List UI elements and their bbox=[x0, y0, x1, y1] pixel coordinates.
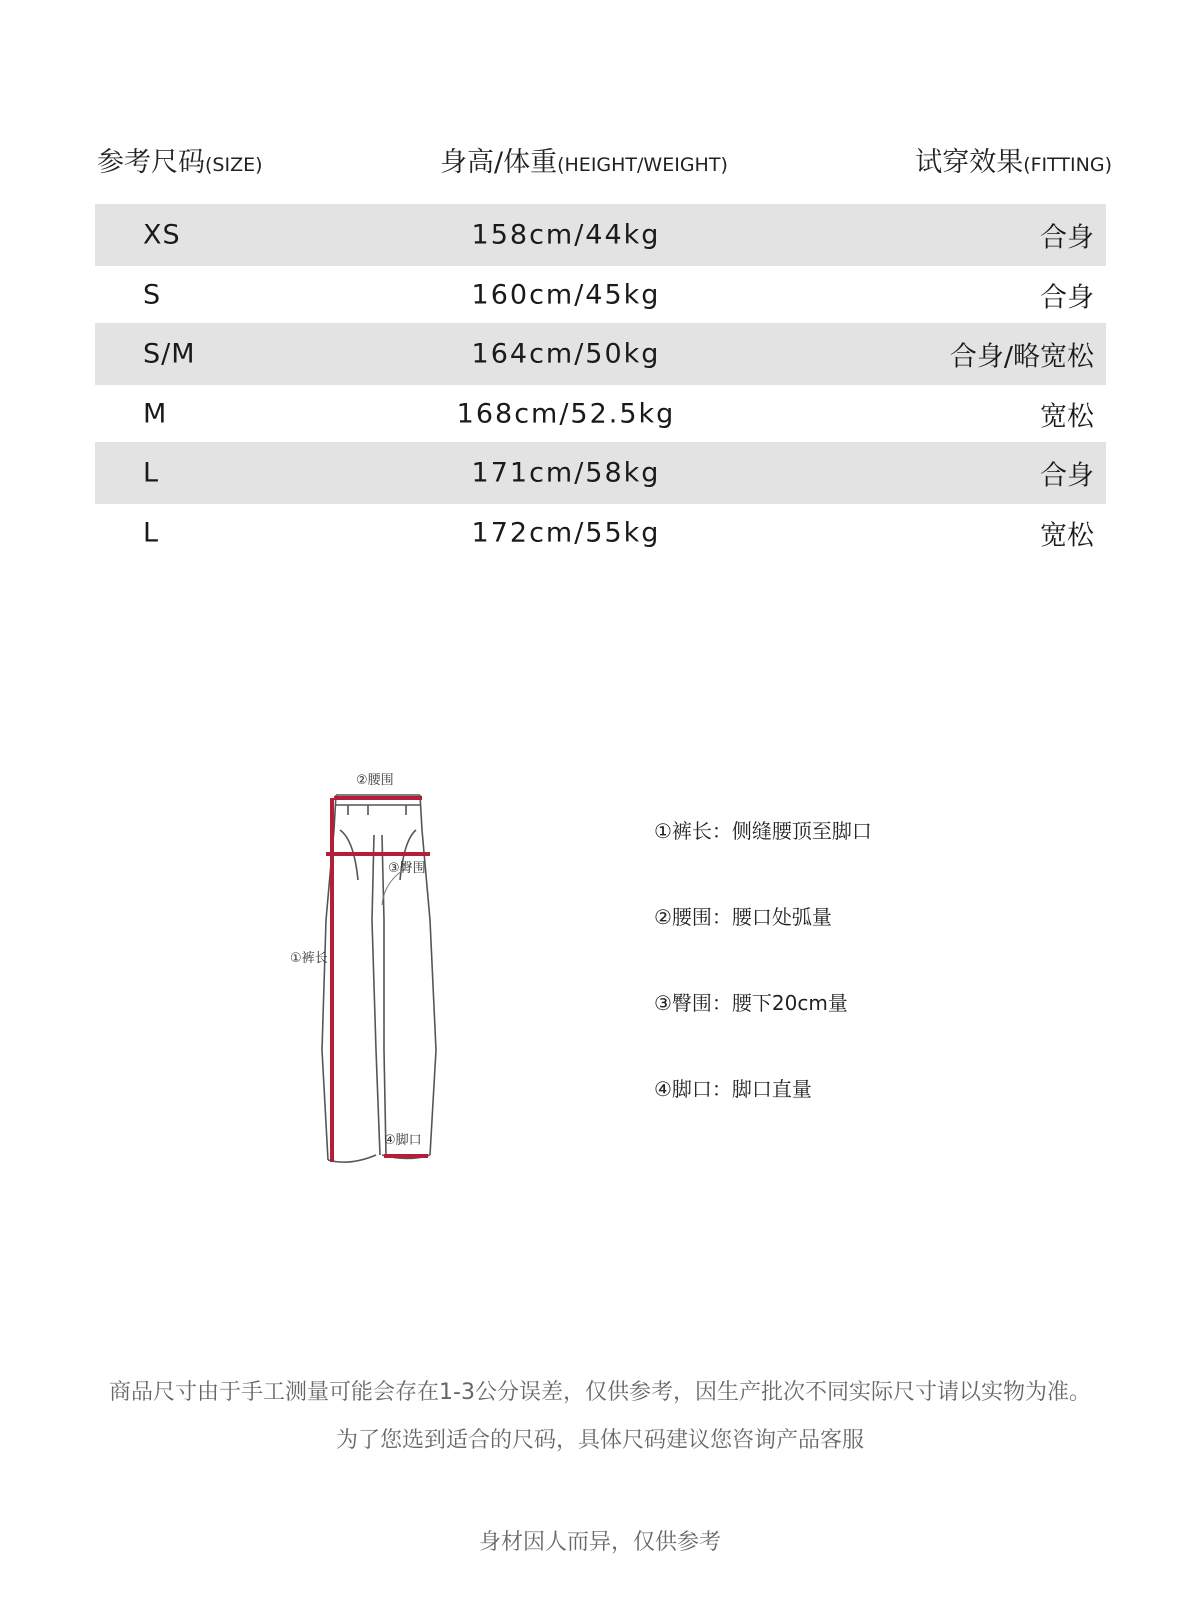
cell-size: S/M bbox=[143, 338, 196, 370]
cell-height-weight: 172cm/55kg bbox=[471, 517, 661, 548]
cell-fitting: 宽松 bbox=[1040, 401, 1094, 432]
cell-size: M bbox=[143, 398, 168, 429]
table-row bbox=[95, 323, 1106, 385]
cell-height-weight: 164cm/50kg bbox=[471, 338, 661, 370]
cell-fitting: 合身/略宽松 bbox=[949, 341, 1094, 373]
table-header bbox=[0, 140, 1200, 180]
table-row bbox=[95, 442, 1106, 504]
pants-outline bbox=[322, 795, 436, 1162]
hem-label: ④脚口 bbox=[384, 1133, 422, 1148]
size-table bbox=[95, 204, 1106, 561]
cell-size: XS bbox=[143, 219, 181, 251]
cell-fitting: 合身 bbox=[1040, 460, 1094, 492]
cell-fitting: 宽松 bbox=[1040, 520, 1094, 551]
legend-item: ①裤长：侧缝腰顶至脚口 bbox=[654, 819, 872, 843]
cell-size: L bbox=[143, 517, 160, 548]
table-row bbox=[95, 266, 1106, 323]
waist-label: ②腰围 bbox=[356, 773, 394, 788]
cell-size: S bbox=[143, 279, 162, 310]
cell-fitting: 合身 bbox=[1040, 282, 1094, 313]
hip-label: ③臀围 bbox=[388, 861, 426, 876]
legend-item: ④脚口：脚口直量 bbox=[654, 1077, 812, 1101]
note-line-1: 商品尺寸由于手工测量可能会存在1-3公分误差，仅供参考，因生产批次不同实际尺寸请以实物为准。 bbox=[109, 1380, 1091, 1405]
header-height-weight: 身高/体重(HEIGHT/WEIGHT) bbox=[440, 147, 728, 178]
table-row bbox=[95, 504, 1106, 561]
cell-height-weight: 171cm/58kg bbox=[471, 457, 661, 489]
cell-height-weight: 168cm/52.5kg bbox=[456, 398, 676, 429]
header-fitting: 试穿效果(FITTING) bbox=[915, 147, 1112, 178]
cell-size: L bbox=[143, 457, 160, 489]
cell-fitting: 合身 bbox=[1040, 222, 1094, 254]
note-line-2: 为了您选到适合的尺码，具体尺码建议您咨询产品客服 bbox=[335, 1428, 864, 1453]
pants-diagram-svg bbox=[288, 770, 458, 1180]
length-label: ①裤长 bbox=[290, 951, 328, 966]
legend-item: ③臀围：腰下20cm量 bbox=[654, 991, 848, 1015]
cell-height-weight: 158cm/44kg bbox=[471, 219, 661, 251]
header-size: 参考尺码(SIZE) bbox=[97, 147, 263, 178]
legend-item: ②腰围：腰口处弧量 bbox=[654, 905, 832, 929]
table-row bbox=[95, 204, 1106, 266]
cell-height-weight: 160cm/45kg bbox=[471, 279, 661, 310]
note-line-3: 身材因人而异，仅供参考 bbox=[478, 1530, 721, 1555]
table-row bbox=[95, 385, 1106, 442]
pants-diagram bbox=[288, 770, 458, 1180]
